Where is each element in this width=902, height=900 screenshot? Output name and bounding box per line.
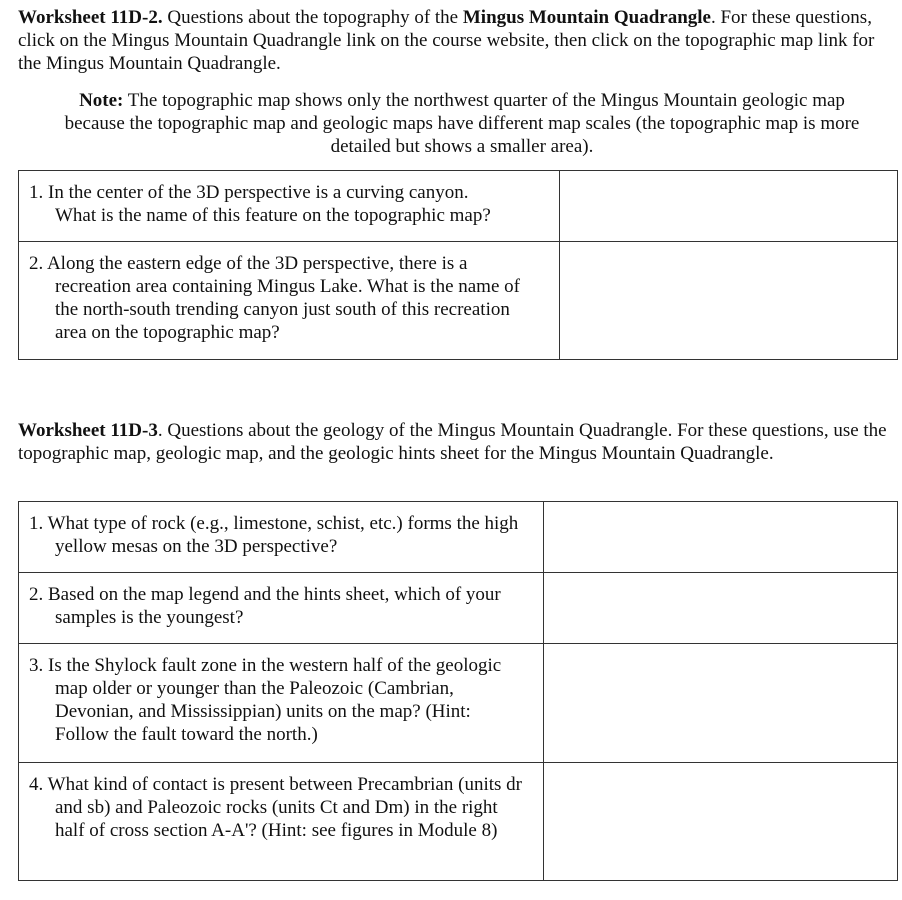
answer-cell-1[interactable] xyxy=(560,171,898,242)
question-3-text: 3. Is the Shylock fault zone in the western half of the geologic map older or younger than the Paleozoic (Cambrian, Devonian, and Mississippian) units on the map? (Hint: Follow the fault toward the north.) xyxy=(29,655,502,745)
question-2-text: 2. Along the eastern edge of the 3D perspective, there is a recreation area containing Mingus Lake. What is the name of the north-south trending canyon just south of this recreation area on the topographic map? xyxy=(29,253,520,343)
question-cell xyxy=(19,644,544,763)
worksheet-11d3-intro xyxy=(18,419,888,465)
worksheet-11d2-heading: Worksheet 11D-2. xyxy=(18,7,163,28)
answer-cell-3[interactable] xyxy=(544,644,898,763)
table-row xyxy=(19,502,898,573)
question-1-text: 1. In the center of the 3D perspective is a curving canyon. What is the name of this feature on the topographic map? xyxy=(29,182,491,226)
note-text: The topographic map shows only the northwest quarter of the Mingus Mountain geologic map because the topographic map and geologic maps have different map scales (the topographic map is more detailed but shows a smaller area). xyxy=(64,90,860,157)
intro2-text: . Questions about the geology of the Mingus Mountain Quadrangle. For these questions, use the topographic map, geologic map, and the geologic hints sheet for the Mingus Mountain Quadrangle. xyxy=(18,420,887,464)
question-2-text: 2. Based on the map legend and the hints sheet, which of your samples is the youngest? xyxy=(29,584,501,628)
note-paragraph xyxy=(62,89,862,158)
table-row xyxy=(19,171,898,242)
intro-text-a: Questions about the topography of the xyxy=(162,7,463,28)
table-row xyxy=(19,763,898,881)
question-1-text: 1. What type of rock (e.g., limestone, schist, etc.) forms the high yellow mesas on the 3D perspective? xyxy=(29,513,519,557)
question-cell xyxy=(19,502,544,573)
question-cell xyxy=(19,242,560,360)
quadrangle-name: Mingus Mountain Quadrangle xyxy=(462,7,711,28)
worksheet-11d3-heading: Worksheet 11D-3 xyxy=(18,420,158,441)
note-label: Note: xyxy=(79,90,124,111)
question-cell xyxy=(19,573,544,644)
table-row xyxy=(19,242,898,360)
question-cell xyxy=(19,763,544,881)
worksheet-11d2-intro xyxy=(18,6,888,75)
worksheet-11d2-table xyxy=(18,170,898,360)
answer-cell-2[interactable] xyxy=(544,573,898,644)
table-row xyxy=(19,573,898,644)
answer-cell-2[interactable] xyxy=(560,242,898,360)
question-cell xyxy=(19,171,560,242)
answer-cell-4[interactable] xyxy=(544,763,898,881)
question-4-text: 4. What kind of contact is present between Precambrian (units dr and sb) and Paleozoic rocks (units Ct and Dm) in the right half of cross section A-A'? (Hint: see figures in Module 8) xyxy=(29,774,522,841)
intro-text-b: . For these questions, click on the Mingus Mountain Quadrangle link on the course website, then click on the topographic map link for the Mingus Mountain Quadrangle. xyxy=(18,7,875,74)
table-row xyxy=(19,644,898,763)
answer-cell-1[interactable] xyxy=(544,502,898,573)
worksheet-11d3-table xyxy=(18,501,898,881)
